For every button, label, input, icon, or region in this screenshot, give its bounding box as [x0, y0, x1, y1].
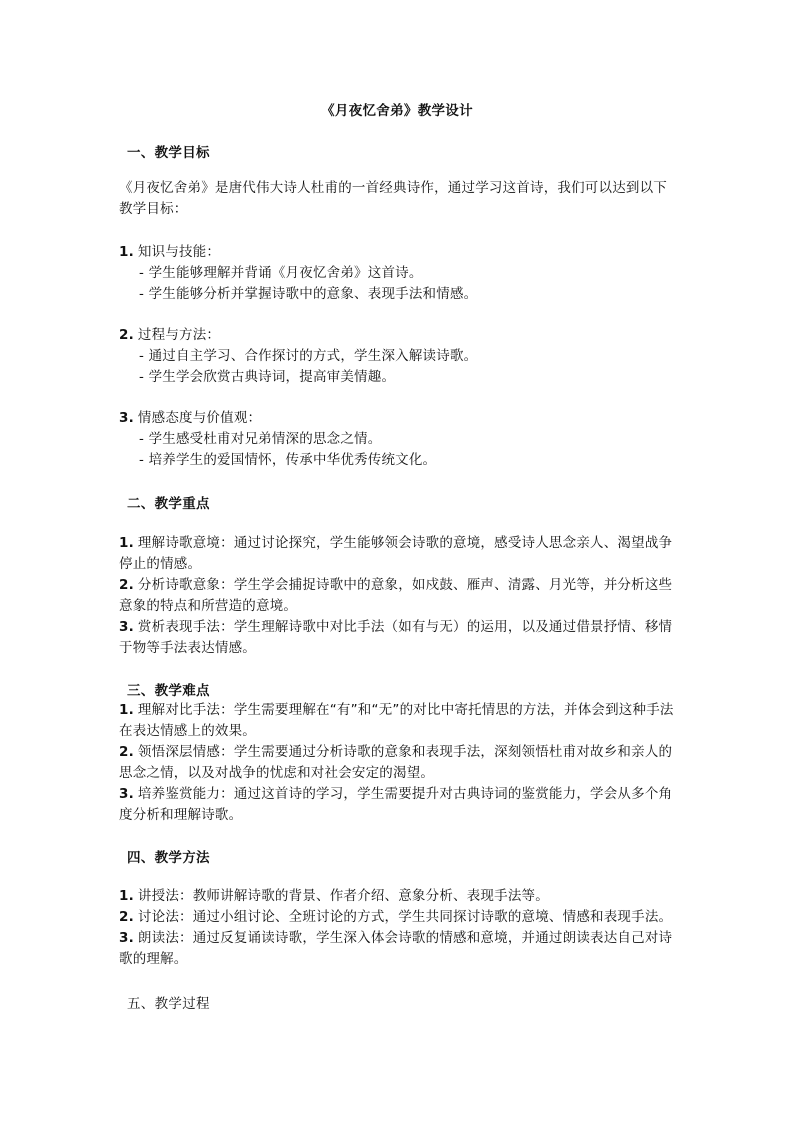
goals-group-1	[119, 242, 679, 305]
goals-intro-text: 《月夜忆舍弟》是唐代伟大诗人杜甫的一首经典诗作，通过学习这首诗，我们可以达到以下教学目标：	[119, 180, 667, 217]
list-item: 1. 理解对比手法：学生需要理解在“有”和“无”的对比中寄托情思的方法，并体会到这种手法在表达情感上的效果。	[119, 702, 674, 739]
list-item: 3. 赏析表现手法：学生理解诗歌中对比手法（如有与无）的运用，以及通过借景抒情、移情于物等手法表达情感。	[119, 619, 673, 656]
goals-intro	[119, 178, 679, 220]
goals-group-label: 1. 知识与技能：	[119, 244, 221, 260]
goals-item: - 学生能够理解并背诵《月夜忆舍弟》这首诗。	[139, 265, 423, 281]
section-heading-methods: 四、教学方法	[127, 850, 210, 866]
list-item: 1. 讲授法：教师讲解诗歌的背景、作者介绍、意象分析、表现手法等。	[119, 888, 549, 904]
list-item: 1. 理解诗歌意境：通过讨论探究，学生能够领会诗歌的意境，感受诗人思念亲人、渴望战争停止的情感。	[119, 535, 673, 572]
goals-item: - 学生感受杜甫对兄弟情深的思念之情。	[139, 431, 382, 447]
methods-list	[119, 886, 679, 970]
goals-item: - 学生能够分析并掌握诗歌中的意象、表现手法和情感。	[139, 286, 478, 302]
section-heading-key-points: 二、教学重点	[127, 496, 210, 512]
list-item: 3. 朗读法：通过反复诵读诗歌，学生深入体会诗歌的情感和意境，并通过朗读表达自己对诗歌的理解。	[119, 930, 673, 967]
goals-item: - 学生学会欣赏古典诗词，提高审美情趣。	[139, 369, 396, 385]
goals-group-2	[119, 325, 679, 388]
list-item: 2. 讨论法：通过小组讨论、全班讨论的方式，学生共同探讨诗歌的意境、情感和表现手法。	[119, 909, 673, 925]
goals-group-label: 2. 过程与方法：	[119, 327, 221, 343]
goals-group-3	[119, 408, 679, 471]
section-heading-process: 五、教学过程	[127, 996, 210, 1012]
key-points-list	[119, 533, 679, 659]
list-item: 2. 领悟深层情感：学生需要通过分析诗歌的意象和表现手法，深刻领悟杜甫对故乡和亲人的思念之情，以及对战争的忧虑和对社会安定的渴望。	[119, 744, 673, 781]
list-item: 3. 培养鉴赏能力：通过这首诗的学习，学生需要提升对古典诗词的鉴赏能力，学会从多个角度分析和理解诗歌。	[119, 786, 673, 823]
document-title: 《月夜忆舍弟》教学设计	[321, 103, 473, 119]
list-item: 2. 分析诗歌意象：学生学会捕捉诗歌中的意象，如戍鼓、雁声、清露、月光等，并分析这些意象的特点和所营造的意境。	[119, 577, 673, 614]
section-heading-goals: 一、教学目标	[127, 145, 210, 161]
difficulties-list	[119, 700, 679, 826]
goals-item: - 通过自主学习、合作探讨的方式，学生深入解读诗歌。	[139, 348, 478, 364]
goals-item: - 培养学生的爱国情怀，传承中华优秀传统文化。	[139, 452, 437, 468]
goals-group-label: 3. 情感态度与价值观：	[119, 410, 262, 426]
section-heading-difficulties: 三、教学难点	[127, 683, 210, 699]
